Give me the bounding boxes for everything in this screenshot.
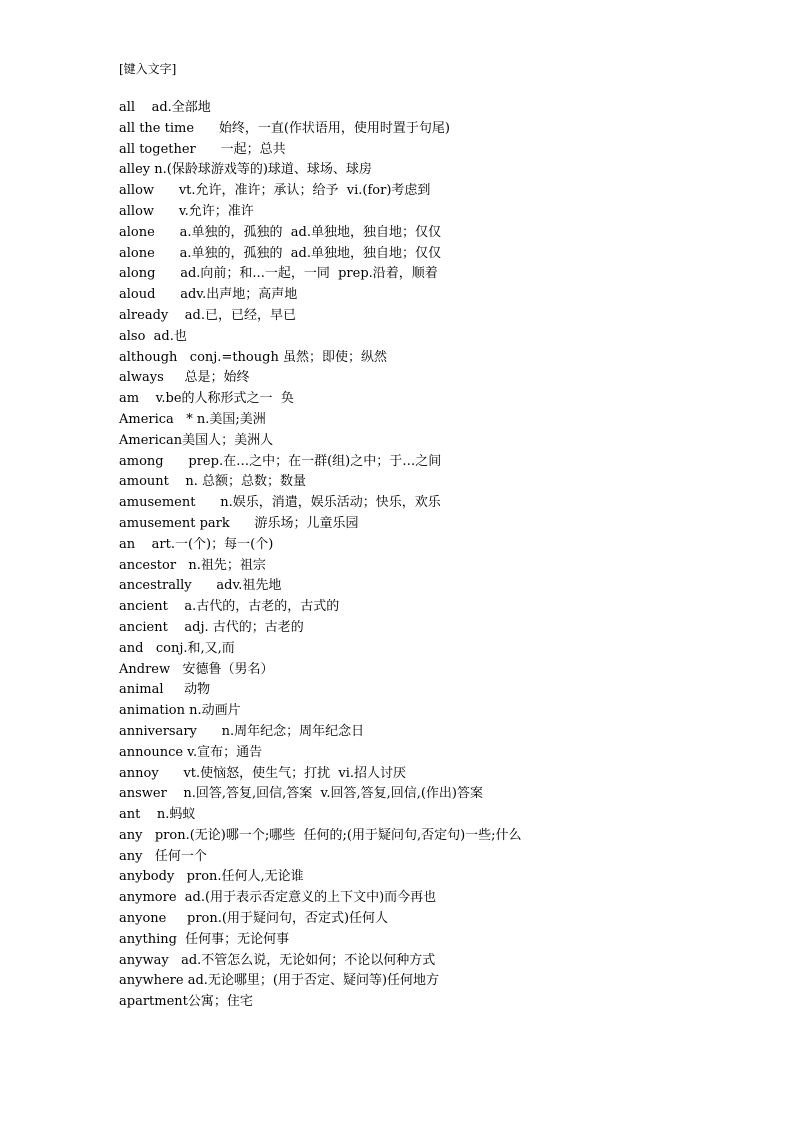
vocabulary-entry: alone a.单独的，孤独的 ad.单独地，独自地；仅仅 <box>119 245 441 261</box>
vocabulary-entry: announce v.宣布；通告 <box>119 744 263 760</box>
vocabulary-entry: amount n. 总额；总数；数量 <box>119 474 307 490</box>
vocabulary-entry: and conj.和,又,而 <box>119 640 235 656</box>
vocabulary-entry: anymore ad.(用于表示否定意义的上下文中)而今再也 <box>119 890 437 906</box>
vocabulary-entry: among prep.在…之中；在一群(组)之中；于…之间 <box>119 453 442 469</box>
vocabulary-entry: ancient a.古代的，古老的，古式的 <box>119 599 340 615</box>
vocabulary-entry: animation n.动画片 <box>119 703 241 719</box>
vocabulary-entry: any pron.(无论)哪一个;哪些 任何的;(用于疑问句,否定句)一些;什么 <box>119 827 522 843</box>
vocabulary-entry: ancestrally adv.祖先地 <box>119 578 282 594</box>
vocabulary-entry: all the time 始终，一直(作状语用，使用时置于句尾) <box>119 120 450 136</box>
vocabulary-list <box>119 98 522 1013</box>
vocabulary-entry: anyway ad.不管怎么说，无论如何；不论以何种方式 <box>119 952 436 968</box>
vocabulary-entry: alley n.(保龄球游戏等的)球道、球场、球房 <box>119 162 372 178</box>
vocabulary-entry: American美国人；美洲人 <box>119 432 274 448</box>
vocabulary-entry: ancestor n.祖先；祖宗 <box>119 557 266 573</box>
vocabulary-entry: anyone pron.(用于疑问句，否定式)任何人 <box>119 911 389 927</box>
vocabulary-entry: amusement n.娱乐，消遣，娱乐活动；快乐，欢乐 <box>119 495 441 511</box>
vocabulary-entry: already ad.已，已经，早已 <box>119 307 296 323</box>
vocabulary-entry: any 任何一个 <box>119 848 207 864</box>
vocabulary-entry: amusement park 游乐场；儿童乐园 <box>119 515 359 531</box>
vocabulary-entry: allow v.允许；准许 <box>119 203 254 219</box>
vocabulary-entry: allow vt.允许，准许；承认；给予 vi.(for)考虑到 <box>119 183 431 199</box>
vocabulary-entry: always 总是；始终 <box>119 370 250 386</box>
vocabulary-entry: all ad.全部地 <box>119 100 211 115</box>
vocabulary-entry: alone a.单独的，孤独的 ad.单独地，独自地；仅仅 <box>119 224 441 240</box>
vocabulary-entry: ancient adj. 古代的；古老的 <box>119 619 304 635</box>
page-header-placeholder: [键入文字] <box>119 62 177 76</box>
vocabulary-entry: animal 动物 <box>119 682 211 698</box>
vocabulary-entry: ant n.蚂蚁 <box>119 807 196 823</box>
vocabulary-entry: an art.一(个)；每一(个) <box>119 536 274 552</box>
vocabulary-entry: anywhere ad.无论哪里；(用于否定、疑问等)任何地方 <box>119 973 440 989</box>
vocabulary-entry: answer n.回答,答复,回信,答案 v.回答,答复,回信,(作出)答案 <box>119 786 484 802</box>
vocabulary-entry: Andrew 安德鲁（男名） <box>119 661 274 677</box>
vocabulary-entry: anything 任何事；无论何事 <box>119 931 290 947</box>
vocabulary-entry: anniversary n.周年纪念；周年纪念日 <box>119 723 365 739</box>
vocabulary-entry: anybody pron.任何人,无论谁 <box>119 869 304 885</box>
vocabulary-entry: all together 一起；总共 <box>119 141 286 157</box>
vocabulary-entry: am v.be的人称形式之一 奂 <box>119 391 294 407</box>
vocabulary-entry: also ad.也 <box>119 328 187 344</box>
vocabulary-entry: along ad.向前；和...一起，一同 prep.沿着，顺着 <box>119 266 438 282</box>
vocabulary-entry: America * n.美国;美洲 <box>119 411 266 427</box>
vocabulary-entry: apartment公寓；住宅 <box>119 994 253 1010</box>
vocabulary-entry: although conj.=though 虽然；即使；纵然 <box>119 349 387 365</box>
vocabulary-entry: annoy vt.使恼怒，使生气；打扰 vi.招人讨厌 <box>119 765 407 781</box>
vocabulary-entry: aloud adv.出声地；高声地 <box>119 287 298 303</box>
